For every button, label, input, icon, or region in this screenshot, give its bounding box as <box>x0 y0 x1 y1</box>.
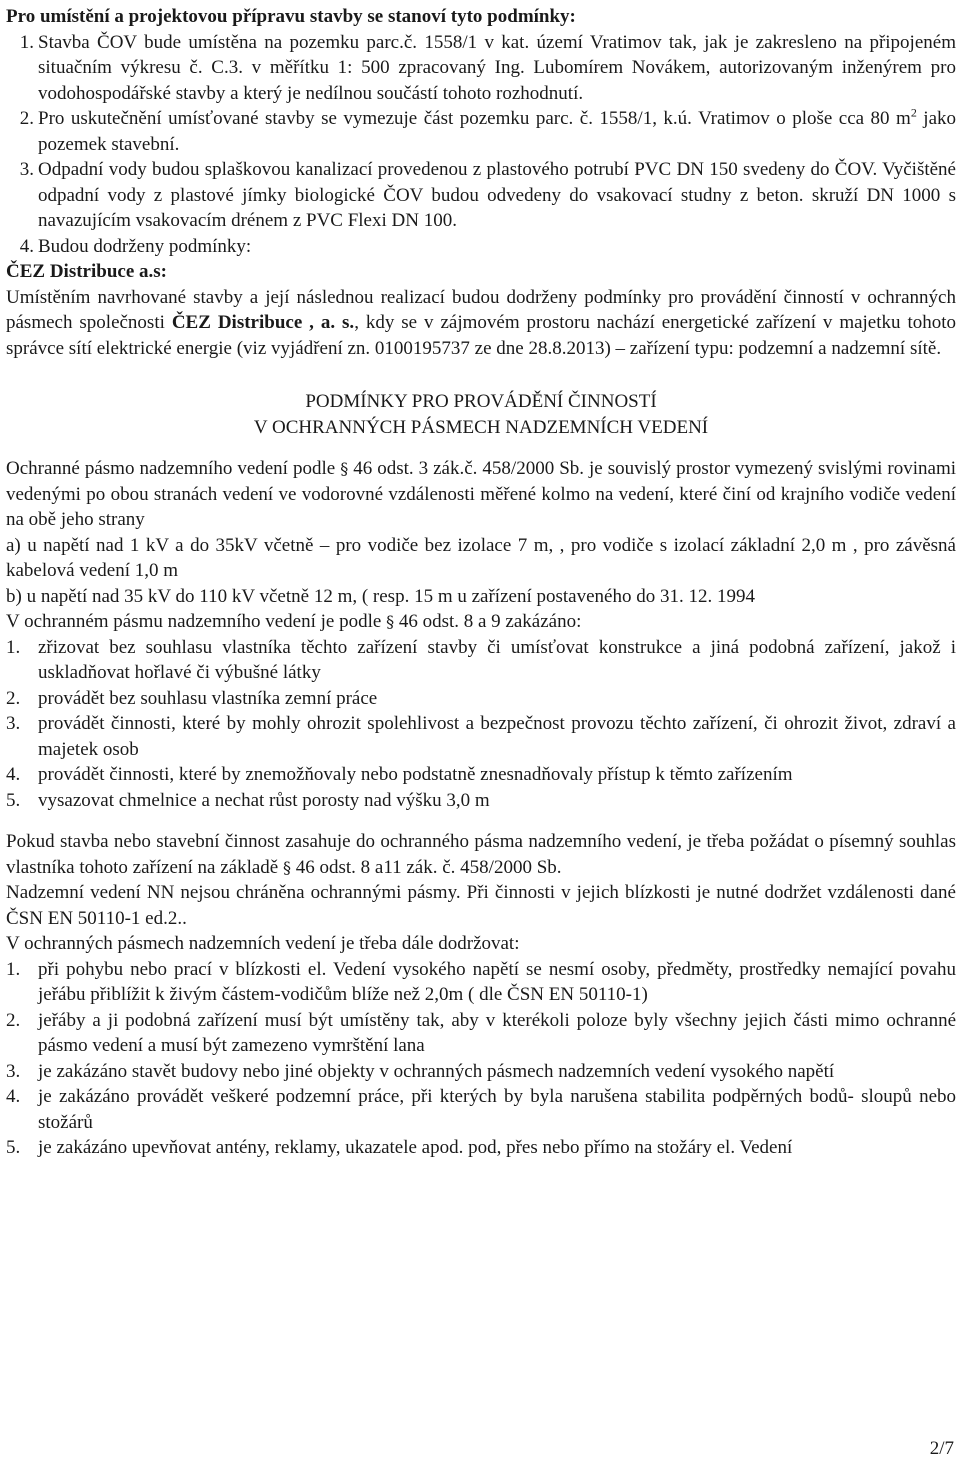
list-item <box>6 762 956 788</box>
condition-number: 4. <box>19 235 34 257</box>
list-text: provádět činnosti, které by mohly ohrozit spolehlivost a bezpečnost provozu těchto zařízení, či ohrozit život, zdraví a majetek osob <box>38 713 956 760</box>
section-heading <box>6 389 956 440</box>
list-item <box>6 711 956 762</box>
list-text: je zakázáno upevňovat antény, reklamy, ukazatele apod. pod, přes nebo přímo na stožáry el. Vedení <box>38 1137 793 1158</box>
list-number: 3. <box>6 1060 21 1082</box>
condition-number: 1. <box>19 31 34 53</box>
consent-paragraph <box>6 829 956 880</box>
list-number: 1. <box>6 636 21 658</box>
consent-text: 46 odst. 8 a11 zák. č. 458/2000 Sb. <box>290 856 562 878</box>
list-text: provádět činnosti, které by znemožňovaly nebo podstatně znesnadňovaly přístup k těmto zařízením <box>38 764 793 785</box>
document-page <box>6 0 956 1161</box>
observe-intro: V ochranných pásmech nadzemních vedení je třeba dále dodržovat: <box>6 933 520 954</box>
zone-text: 46 odst. 3 zák.č. 458/2000 Sb. je souvislý prostor vymezený svislými rovinami vedenými po obou stranách vedení ve vodorovné vzdálenosti měřené kolmo na vedení, které činí od krajního vodiče vedení na obě jeho strany <box>6 458 957 530</box>
list-text: je zakázáno stavět budovy nebo jiné objekty v ochranných pásmech nadzemních vedení vysokého napětí <box>38 1060 835 1082</box>
list-item <box>6 1008 956 1059</box>
paragraph-symbol: § <box>386 612 395 631</box>
list-item <box>6 1135 956 1161</box>
list-number: 4. <box>6 764 21 785</box>
condition-text: Budou dodrženy podmínky: <box>38 235 252 257</box>
list-item <box>6 1059 956 1085</box>
list-text: je zakázáno provádět veškeré podzemní práce, při kterých by byla narušena stabilita podpěrných bodů- sloupů nebo stožárů <box>38 1086 956 1133</box>
cez-text: , kdy se v zájmovém prostoru nachází energetické zařízení v majetku tohoto správce sítí elektrické energie (viz vyjádření zn. 0100195737 ze dne 28.8.2013) – zařízení typu: podzemní a nadzemní sítě. <box>6 312 957 359</box>
forbidden-list <box>6 635 956 814</box>
list-text: při pohybu nebo prací v blízkosti el. Vedení vysokého napětí se nesmí osoby, předměty, prostředky nemající povahu jeřábu přiblížit k živým částem-vodičům blíže než 2,0m ( dle ČSN EN 50110-1) <box>38 958 956 1005</box>
list-item <box>6 635 956 686</box>
zone-definition <box>6 456 956 533</box>
condition-text: Stavba ČOV bude umístěna na pozemku parc.č. 1558/1 v kat. území Vratimov tak, jak je zakresleno na připojeném situačním výkresu č. C.3. v měřítku 1: 500 zpracovaný Ing. Lubomírem Novákem, autorizovaným inženýrem pro vodohospodářské stavby a který je nedílnou součástí tohoto rozhodnutí. <box>38 31 956 104</box>
zone-a: a) u napětí nad 1 kV a do 35kV včetně – pro vodiče bez izolace 7 m, , pro vodiče s izolací základní 2,0 m , pro závěsná kabelová vedení 1,0 m <box>6 534 956 581</box>
cez-heading: ČEZ Distribuce a.s: <box>6 261 167 282</box>
list-number: 5. <box>6 789 21 811</box>
heading-line-1: PODMÍNKY PRO PROVÁDĚNÍ ČINNOSTÍ <box>305 391 657 412</box>
cez-text: Umístěním navrhované stavby a její následnou realizací budou dodrženy podmínky pro provádění činností v ochranných pásmech společnosti <box>6 286 956 333</box>
condition-item <box>19 157 956 234</box>
cez-paragraph <box>6 285 956 362</box>
forbidden-text: 46 odst. 8 a 9 zakázáno: <box>394 611 582 632</box>
list-number: 1. <box>6 958 21 980</box>
nn-paragraph: Nadzemní vedení NN nejsou chráněna ochrannými pásmy. Při činnosti v jejich blízkosti je nutné dodržet vzdálenosti dané ČSN EN 50110-1 ed.2.. <box>6 882 956 929</box>
condition-item <box>19 234 956 260</box>
condition-number: 3. <box>19 159 34 180</box>
list-text: vysazovat chmelnice a nechat růst porosty nad výšku 3,0 m <box>38 789 490 811</box>
condition-text: Odpadní vody budou splaškovou kanalizací provedenou z plastového potrubí PVC DN 150 svedeny do ČOV. Vyčištěné odpadní vody z plastové jímky biologické ČOV budou odvedeny do vsakovací studny z beton. skruží DN 1000 s navazujícím vsakovacím drénem z PVC Flexi DN 100. <box>38 159 956 231</box>
consent-text: Pokud stavba nebo stavební činnost zasahuje do ochranného pásma nadzemního vedení, je třeba požádat o písemný souhlas vlastníka tohoto zařízení na základě <box>6 831 956 878</box>
list-number: 5. <box>6 1137 21 1158</box>
list-item <box>6 788 956 814</box>
condition-text: jako pozemek stavební. <box>38 108 956 155</box>
observe-list <box>6 957 956 1161</box>
condition-item <box>19 30 956 107</box>
conditions-header: Pro umístění a projektovou přípravu stavby se stanoví tyto podmínky: <box>6 6 576 27</box>
heading-line-2: V OCHRANNÝCH PÁSMECH NADZEMNÍCH VEDENÍ <box>253 416 709 438</box>
zone-text: Ochranné pásmo nadzemního vedení podle <box>6 458 341 479</box>
spacer <box>6 813 956 829</box>
list-number: 4. <box>6 1086 21 1107</box>
condition-text: Pro uskutečnění umísťované stavby se vymezuje část pozemku parc. č. 1558/1, k.ú. Vratimov o ploše cca 80 m <box>38 108 911 129</box>
list-number: 2. <box>6 687 21 709</box>
zone-b: b) u napětí nad 35 kV do 110 kV včetně 12 m, ( resp. 15 m u zařízení postaveného do 31. 12. 1994 <box>6 585 755 607</box>
list-text: zřizovat bez souhlasu vlastníka těchto zařízení stavby či umísťovat konstrukce a jiná podobná zařízení, jakož i uskladňovat hořlavé či výbušné látky <box>38 636 956 683</box>
superscript: 2 <box>910 105 917 120</box>
cez-company: ČEZ Distribuce , a. s. <box>171 312 355 333</box>
paragraph-symbol: § <box>282 857 291 877</box>
list-text: provádět bez souhlasu vlastníka zemní práce <box>38 687 378 709</box>
page-number: 2/7 <box>929 1438 954 1459</box>
condition-item <box>19 105 956 157</box>
list-item <box>6 686 956 712</box>
list-number: 3. <box>6 713 21 734</box>
condition-number: 2. <box>19 108 34 129</box>
list-item <box>6 957 956 1008</box>
list-number: 2. <box>6 1009 21 1031</box>
paragraph-symbol: § <box>340 459 349 478</box>
forbidden-text: V ochranném pásmu nadzemního vedení je podle <box>6 611 387 632</box>
list-text: jeřáby a ji podobná zařízení musí být umístěny tak, aby v kterékoli poloze byly všechny jejich části mimo ochranné pásmo vedení a musí být zamezeno vymrštění lana <box>38 1009 956 1056</box>
list-item <box>6 1084 956 1135</box>
forbidden-intro <box>6 609 956 635</box>
conditions-list <box>6 30 956 260</box>
